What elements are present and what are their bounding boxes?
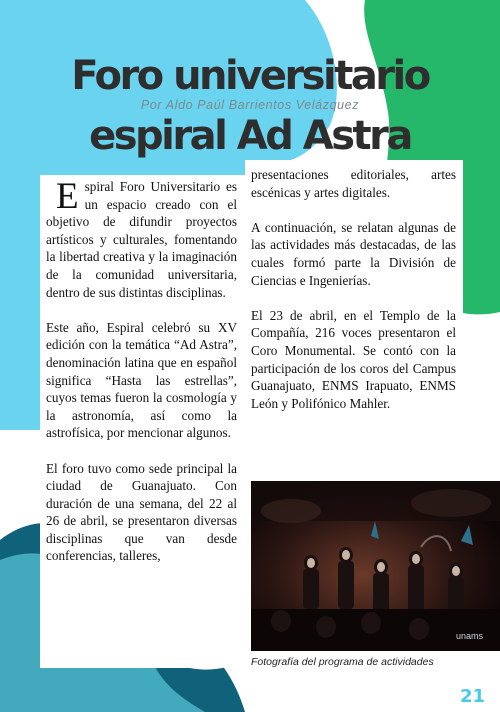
paragraph-intro-text: spiral Foro Universitario es un espacio creado con el objetivo de difundir proyectos artísticos y culturales, fomentando la libertad creativa y la imaginación de la comunidad universitaria, dentro de sus distintas disciplinas. (46, 179, 237, 300)
author-byline: Por Aldo Paúl Barrientos Velázquez (140, 98, 360, 112)
paragraph-edition: Este año, Espiral celebró su XV edición con la temática “Ad Astra”, denominación latina que en español significa “Hasta las estrellas”, cuyos temas fueron la cosmología y la astronomía, así como la astrofísica, por mencionar algunos. (46, 319, 237, 441)
drop-cap: E (56, 176, 79, 217)
left-column (46, 178, 237, 583)
event-photo (251, 481, 500, 651)
right-column (251, 166, 456, 430)
paragraph-activities: A continuación, se relatan algunas de las actividades más destacadas, de las cuales formó parte la División de Ciencias e Ingenierías. (251, 219, 456, 288)
page-number: 21 (460, 686, 486, 707)
paragraph-choir: El 23 de abril, en el Templo de la Compañía, 216 voces presentaron el Coro Monumental. Se contó con la participación de los coros del Campus Guanajuato, ENMS Irapuato, ENMS León y Polifónico Mahler. (251, 307, 456, 411)
paragraph-disciplines: presentaciones editoriales, artes escénicas y artes digitales. (251, 167, 456, 200)
article-title-line-1: Foro universitario (71, 53, 429, 99)
photo-watermark: unams (456, 631, 484, 641)
photo-caption: Fotografía del programa de actividades (251, 656, 434, 668)
paragraph-venue: El foro tuvo como sede principal la ciudad de Guanajuato. Con duración de una semana, del 22 al 26 de abril, se presentaron diversas disciplinas que van desde conferencias, talleres, (46, 460, 237, 564)
paragraph-intro (46, 178, 237, 301)
article-title-line-2: espiral Ad Astra (89, 113, 411, 159)
choir-performance-image (251, 481, 500, 651)
